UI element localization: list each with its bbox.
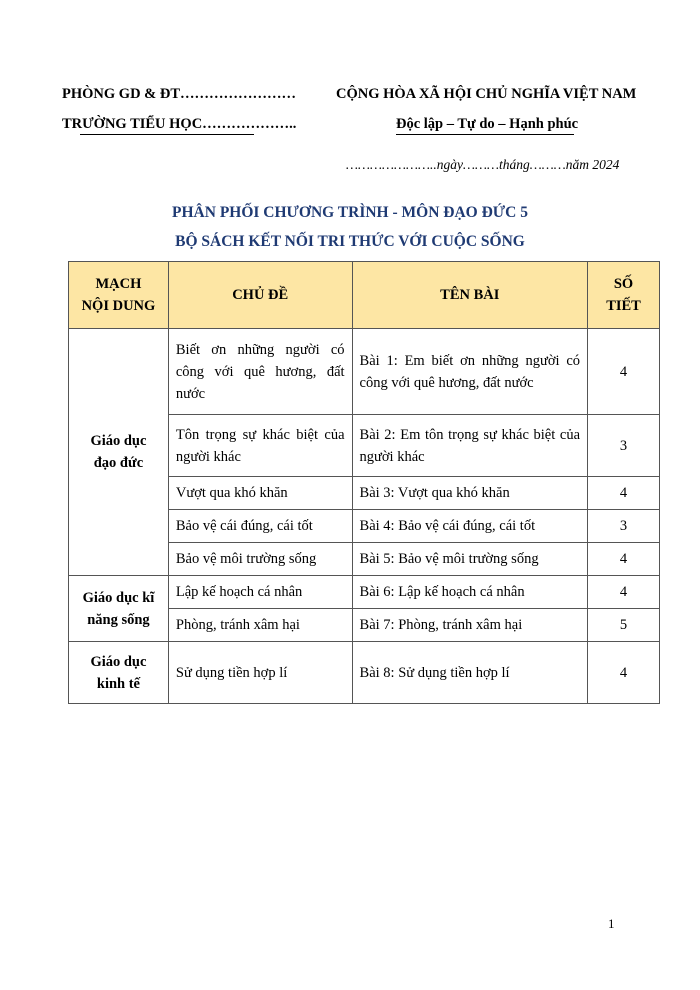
periods-cell: 3: [588, 415, 660, 477]
lesson-cell: Bài 8: Sử dụng tiền hợp lí: [352, 642, 588, 704]
date-line: …………………..ngày………tháng………năm 2024: [346, 157, 620, 172]
group-name-line2: đạo đức: [93, 455, 144, 471]
periods-cell: 4: [588, 543, 660, 576]
school-underline: [80, 134, 254, 135]
page-number: 1: [608, 916, 615, 931]
header-periods-line1: SỐ: [613, 276, 634, 292]
header-topic: CHỦ ĐỀ: [168, 262, 352, 329]
motto-underline: [396, 134, 574, 135]
table-row: [69, 642, 660, 704]
table-row: [69, 329, 660, 415]
header-group: [69, 262, 169, 329]
table-header-row: [69, 262, 660, 329]
document-title: PHÂN PHỐI CHƯƠNG TRÌNH - MÔN ĐẠO ĐỨC 5: [172, 204, 528, 221]
lesson-cell: Bài 6: Lập kế hoạch cá nhân: [352, 576, 588, 609]
header-periods: [588, 262, 660, 329]
lesson-cell: Bài 4: Bảo vệ cái đúng, cái tốt: [352, 510, 588, 543]
header-group-line1: MẠCH: [95, 276, 142, 292]
table-row: [69, 576, 660, 609]
lesson-cell: Bài 5: Bảo vệ môi trường sống: [352, 543, 588, 576]
periods-cell: 5: [588, 609, 660, 642]
lesson-cell: Bài 3: Vượt qua khó khăn: [352, 477, 588, 510]
topic-cell: Lập kế hoạch cá nhân: [168, 576, 352, 609]
topic-cell: Tôn trọng sự khác biệt của người khác: [168, 415, 352, 477]
group-name-line2: kinh tế: [96, 675, 140, 692]
group-cell: [69, 576, 169, 642]
periods-cell: 4: [588, 477, 660, 510]
topic-cell: Bảo vệ cái đúng, cái tốt: [168, 510, 352, 543]
lesson-cell: Bài 7: Phòng, tránh xâm hại: [352, 609, 588, 642]
periods-cell: 4: [588, 642, 660, 704]
group-name-line1: Giáo dục: [90, 653, 147, 670]
lesson-cell: Bài 1: Em biết ơn những người có công với quê hương, đất nước: [352, 329, 588, 415]
header-group-line2: NỘI DUNG: [81, 298, 156, 314]
topic-cell: Biết ơn những người có công với quê hương, đất nước: [168, 329, 352, 415]
document-subtitle: BỘ SÁCH KẾT NỐI TRI THỨC VỚI CUỘC SỐNG: [175, 233, 525, 250]
group-cell: [69, 329, 169, 576]
national-title: CỘNG HÒA XÃ HỘI CHỦ NGHĨA VIỆT NAM: [336, 86, 637, 102]
periods-cell: 3: [588, 510, 660, 543]
school-label: TRƯỜNG TIỂU HỌC………………..: [62, 116, 297, 132]
periods-cell: 4: [588, 329, 660, 415]
national-motto: Độc lập – Tự do – Hạnh phúc: [396, 116, 579, 132]
group-cell: [69, 642, 169, 704]
topic-cell: Sử dụng tiền hợp lí: [168, 642, 352, 704]
lesson-cell: Bài 2: Em tôn trọng sự khác biệt của người khác: [352, 415, 588, 477]
topic-cell: Vượt qua khó khăn: [168, 477, 352, 510]
curriculum-table: [68, 261, 660, 704]
header-lesson: TÊN BÀI: [352, 262, 588, 329]
department-label: PHÒNG GD & ĐT……………………: [62, 86, 297, 102]
group-name-line1: Giáo dục: [90, 433, 147, 449]
topic-cell: Bảo vệ môi trường sống: [168, 543, 352, 576]
header-periods-line2: TIẾT: [606, 298, 641, 314]
group-name-line2: năng sống: [87, 611, 150, 628]
periods-cell: 4: [588, 576, 660, 609]
topic-cell: Phòng, tránh xâm hại: [168, 609, 352, 642]
group-name-line1: Giáo dục kĩ: [82, 589, 155, 606]
